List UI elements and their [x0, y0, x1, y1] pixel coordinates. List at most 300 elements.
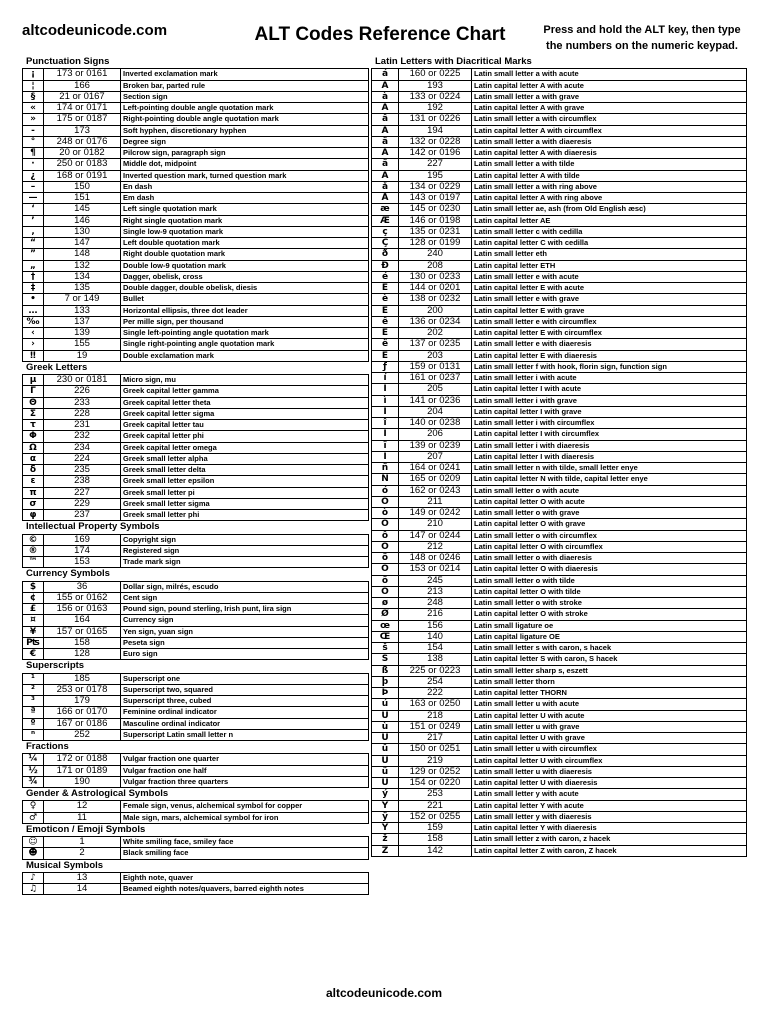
symbol-cell: á	[372, 69, 399, 80]
alt-code-cell: 13	[44, 872, 121, 883]
symbol-cell: €	[23, 649, 44, 660]
alt-code-cell: 136 or 0234	[399, 316, 472, 327]
description-cell: Greek capital letter sigma	[121, 408, 369, 419]
description-cell: Middle dot, midpoint	[121, 159, 369, 170]
description-cell: Bullet	[121, 294, 369, 305]
alt-code-cell: 146	[44, 215, 121, 226]
symbol-cell: ·	[23, 159, 44, 170]
description-cell: Latin small letter e with diaeresis	[472, 339, 747, 350]
table-row	[23, 684, 369, 695]
alt-code-cell: 145 or 0230	[399, 204, 472, 215]
symbol-cell: î	[372, 418, 399, 429]
alt-code-cell: 161 or 0237	[399, 373, 472, 384]
alt-code-cell: 218	[399, 710, 472, 721]
section-table-emoticon-emoji-symbols	[22, 836, 369, 860]
description-cell: Latin capital letter O with diaeresis	[472, 564, 747, 575]
symbol-cell: ☺	[23, 837, 44, 848]
table-row	[372, 789, 747, 800]
site-name-header: altcodeunicode.com	[22, 22, 168, 39]
table-row	[372, 260, 747, 271]
table-row	[372, 136, 747, 147]
alt-code-cell: 234	[44, 442, 121, 453]
alt-code-cell: 152 or 0255	[399, 811, 472, 822]
description-cell: Single left-pointing angle quotation mark	[121, 328, 369, 339]
alt-code-cell: 159 or 0131	[399, 361, 472, 372]
alt-code-cell: 20 or 0182	[44, 148, 121, 159]
description-cell: Latin capital letter A with acute	[472, 80, 747, 91]
table-row	[372, 586, 747, 597]
description-cell: Latin small letter a with tilde	[472, 159, 747, 170]
symbol-cell: ß	[372, 665, 399, 676]
description-cell: Female sign, venus, alchemical symbol for copper	[121, 801, 369, 812]
table-row	[23, 397, 369, 408]
table-row	[372, 496, 747, 507]
description-cell: Latin small letter c with cedilla	[472, 226, 747, 237]
alt-code-cell: 208	[399, 260, 472, 271]
symbol-cell: ¿	[23, 170, 44, 181]
alt-code-cell: 253	[399, 789, 472, 800]
alt-code-cell: 171 or 0189	[44, 765, 121, 776]
description-cell: Broken bar, parted rule	[121, 80, 369, 91]
table-row	[372, 766, 747, 777]
section-heading-currency-symbols: Currency Symbols	[26, 568, 110, 580]
symbol-cell: ‼	[23, 350, 44, 361]
table-row	[372, 609, 747, 620]
alt-code-cell: 134 or 0229	[399, 181, 472, 192]
description-cell: Latin small letter f with hook, florin sign, function sign	[472, 361, 747, 372]
symbol-cell: Ú	[372, 710, 399, 721]
table-row	[372, 429, 747, 440]
section-heading-punctuation-signs: Punctuation Signs	[26, 56, 110, 67]
table-row	[23, 453, 369, 464]
symbol-cell: ®	[23, 545, 44, 556]
alt-code-cell: 158	[44, 637, 121, 648]
description-cell: Latin small letter e with acute	[472, 271, 747, 282]
symbol-cell: ã	[372, 159, 399, 170]
symbol-cell: Ñ	[372, 474, 399, 485]
table-row	[372, 519, 747, 530]
symbol-cell: ç	[372, 226, 399, 237]
symbol-cell: ú	[372, 699, 399, 710]
description-cell: Trade mark sign	[121, 557, 369, 568]
description-cell: Latin small letter y with diaeresis	[472, 811, 747, 822]
table-row	[23, 181, 369, 192]
description-cell: Micro sign, mu	[121, 375, 369, 386]
table-row	[23, 193, 369, 204]
table-row	[23, 498, 369, 509]
instructions	[532, 22, 752, 54]
alt-code-cell: 163 or 0250	[399, 699, 472, 710]
section-table-latin-letters-with-diacritical-marks	[371, 68, 747, 857]
section-heading-musical-symbols: Musical Symbols	[26, 859, 104, 871]
description-cell: Superscript Latin small letter n	[121, 729, 369, 740]
alt-code-cell: 137	[44, 316, 121, 327]
alt-code-cell: 253 or 0178	[44, 684, 121, 695]
alt-code-cell: 202	[399, 328, 472, 339]
alt-code-cell: 156 or 0163	[44, 604, 121, 615]
description-cell: Latin small letter thorn	[472, 676, 747, 687]
description-cell: Latin capital ligature OE	[472, 631, 747, 642]
symbol-cell: ‚	[23, 226, 44, 237]
alt-code-cell: 230 or 0181	[44, 375, 121, 386]
alt-code-cell: 164	[44, 615, 121, 626]
section-heading-fractions: Fractions	[26, 741, 69, 752]
alt-code-cell: 166 or 0170	[44, 707, 121, 718]
table-row	[372, 598, 747, 609]
table-row	[372, 238, 747, 249]
table-row	[23, 431, 369, 442]
alt-code-cell: 132 or 0228	[399, 136, 472, 147]
alt-code-cell: 134	[44, 271, 121, 282]
alt-code-cell: 238	[44, 476, 121, 487]
description-cell: Cent sign	[121, 592, 369, 603]
description-cell: Single low-9 quotation mark	[121, 226, 369, 237]
alt-code-cell: 12	[44, 801, 121, 812]
alt-code-cell: 213	[399, 586, 472, 597]
alt-code-cell: 168 or 0191	[44, 170, 121, 181]
description-cell: Superscript two, squared	[121, 684, 369, 695]
symbol-cell: »	[23, 114, 44, 125]
table-row	[23, 215, 369, 226]
symbol-cell: ƒ	[372, 361, 399, 372]
symbol-cell: ’	[23, 215, 44, 226]
alt-code-cell: 240	[399, 249, 472, 260]
table-row	[372, 204, 747, 215]
description-cell: Latin small letter a with acute	[472, 69, 747, 80]
symbol-cell: ‹	[23, 328, 44, 339]
table-row	[372, 676, 747, 687]
symbol-cell: Ä	[372, 148, 399, 159]
symbol-cell: ⁿ	[23, 729, 44, 740]
description-cell: Latin small letter i with grave	[472, 395, 747, 406]
table-row	[23, 465, 369, 476]
symbol-cell: ³	[23, 696, 44, 707]
table-row	[23, 283, 369, 294]
description-cell: Soft hyphen, discretionary hyphen	[121, 125, 369, 136]
symbol-cell: ›	[23, 339, 44, 350]
symbol-cell: –	[23, 181, 44, 192]
symbol-cell: —	[23, 193, 44, 204]
table-row	[23, 305, 369, 316]
right-column	[371, 56, 747, 857]
table-row	[23, 328, 369, 339]
table-row	[372, 834, 747, 845]
alt-code-cell: 166	[44, 80, 121, 91]
description-cell: Latin small letter ae, ash (from Old English æsc)	[472, 204, 747, 215]
instructions-line-2: the numbers on the numeric keypad.	[546, 40, 738, 52]
table-row	[372, 294, 747, 305]
table-row	[372, 193, 747, 204]
symbol-cell: ‡	[23, 283, 44, 294]
description-cell: Latin capital letter U with diaeresis	[472, 778, 747, 789]
symbol-cell: °	[23, 136, 44, 147]
table-row	[23, 159, 369, 170]
symbol-cell: α	[23, 453, 44, 464]
alt-code-cell: 130	[44, 226, 121, 237]
description-cell: Latin capital letter O with stroke	[472, 609, 747, 620]
symbol-cell: Ž	[372, 845, 399, 856]
table-row	[23, 718, 369, 729]
description-cell: Latin small letter e with circumflex	[472, 316, 747, 327]
symbol-cell: Ω	[23, 442, 44, 453]
symbol-cell: Æ	[372, 215, 399, 226]
symbol-cell: º	[23, 718, 44, 729]
description-cell: Latin capital letter A with ring above	[472, 193, 747, 204]
symbol-cell: Á	[372, 80, 399, 91]
description-cell: Left-pointing double angle quotation mark	[121, 103, 369, 114]
description-cell: Latin small letter o with stroke	[472, 598, 747, 609]
table-row	[372, 800, 747, 811]
alt-code-cell: 7 or 149	[44, 294, 121, 305]
description-cell: Vulgar fraction three quarters	[121, 776, 369, 787]
symbol-cell: Û	[372, 755, 399, 766]
table-row	[23, 386, 369, 397]
table-row	[23, 260, 369, 271]
alt-code-cell: 141 or 0236	[399, 395, 472, 406]
symbol-cell: Γ	[23, 386, 44, 397]
table-row	[372, 316, 747, 327]
description-cell: Single right-pointing angle quotation mark	[121, 339, 369, 350]
description-cell: Greek capital letter gamma	[121, 386, 369, 397]
symbol-cell: ₧	[23, 637, 44, 648]
alt-code-cell: 142	[399, 845, 472, 856]
alt-code-cell: 133 or 0224	[399, 91, 472, 102]
symbol-cell: ”	[23, 249, 44, 260]
alt-code-cell: 148 or 0246	[399, 553, 472, 564]
alt-code-cell: 231	[44, 420, 121, 431]
table-row	[372, 148, 747, 159]
table-row	[372, 721, 747, 732]
alt-code-cell: 179	[44, 696, 121, 707]
table-row	[372, 744, 747, 755]
description-cell: Greek small letter delta	[121, 465, 369, 476]
table-row	[372, 170, 747, 181]
symbol-cell: ù	[372, 721, 399, 732]
symbol-cell: Ë	[372, 350, 399, 361]
table-row	[23, 837, 369, 848]
table-row	[23, 442, 369, 453]
table-row	[372, 620, 747, 631]
symbol-cell: Ý	[372, 800, 399, 811]
table-row	[23, 729, 369, 740]
alt-code-cell: 225 or 0223	[399, 665, 472, 676]
symbol-cell: þ	[372, 676, 399, 687]
table-row	[372, 159, 747, 170]
symbol-cell: å	[372, 181, 399, 192]
table-row	[372, 305, 747, 316]
description-cell: Latin capital letter AE	[472, 215, 747, 226]
description-cell: Latin small letter y with acute	[472, 789, 747, 800]
alt-code-cell: 156	[399, 620, 472, 631]
table-row	[23, 754, 369, 765]
symbol-cell: ©	[23, 534, 44, 545]
description-cell: White smiling face, smiley face	[121, 837, 369, 848]
table-row	[23, 615, 369, 626]
table-row	[23, 604, 369, 615]
table-row	[372, 114, 747, 125]
description-cell: Latin small ligature oe	[472, 620, 747, 631]
table-row	[372, 271, 747, 282]
description-cell: Latin capital letter I with acute	[472, 384, 747, 395]
description-cell: Beamed eighth notes/quavers, barred eighth notes	[121, 884, 369, 895]
symbol-cell: $	[23, 581, 44, 592]
alt-code-cell: 153	[44, 557, 121, 568]
symbol-cell: ê	[372, 316, 399, 327]
alt-code-cell: 173	[44, 125, 121, 136]
table-row	[23, 510, 369, 521]
alt-code-cell: 146 or 0198	[399, 215, 472, 226]
table-row	[372, 249, 747, 260]
alt-code-cell: 203	[399, 350, 472, 361]
table-row	[372, 373, 747, 384]
symbol-cell: Õ	[372, 586, 399, 597]
description-cell: Latin capital letter A with diaeresis	[472, 148, 747, 159]
symbol-cell: ¼	[23, 754, 44, 765]
description-cell: Em dash	[121, 193, 369, 204]
alt-code-cell: 194	[399, 125, 472, 136]
alt-code-cell: 211	[399, 496, 472, 507]
table-row	[372, 541, 747, 552]
symbol-cell: δ	[23, 465, 44, 476]
symbol-cell: π	[23, 487, 44, 498]
alt-code-cell: 148	[44, 249, 121, 260]
description-cell: Latin capital letter O with circumflex	[472, 541, 747, 552]
symbol-cell: Ç	[372, 238, 399, 249]
table-row	[372, 463, 747, 474]
alt-code-cell: 140	[399, 631, 472, 642]
symbol-cell: É	[372, 283, 399, 294]
table-row	[372, 80, 747, 91]
symbol-cell: “	[23, 238, 44, 249]
symbol-cell: Þ	[372, 688, 399, 699]
table-row	[23, 91, 369, 102]
alt-code-cell: 2	[44, 848, 121, 859]
symbol-cell: ¢	[23, 592, 44, 603]
table-row	[372, 69, 747, 80]
table-row	[23, 884, 369, 895]
symbol-cell: µ	[23, 375, 44, 386]
table-row	[23, 872, 369, 883]
symbol-cell: ¹	[23, 673, 44, 684]
symbol-cell: Σ	[23, 408, 44, 419]
alt-code-cell: 130 or 0233	[399, 271, 472, 282]
symbol-cell: Š	[372, 654, 399, 665]
description-cell: Latin capital letter Y with acute	[472, 800, 747, 811]
symbol-cell: …	[23, 305, 44, 316]
alt-code-cell: 175 or 0187	[44, 114, 121, 125]
alt-code-cell: 153 or 0214	[399, 564, 472, 575]
description-cell: Greek small letter pi	[121, 487, 369, 498]
section-heading-latin-letters-with-diacritical-marks: Latin Letters with Diacritical Marks	[375, 56, 532, 67]
description-cell: Latin small letter u with circumflex	[472, 744, 747, 755]
symbol-cell: φ	[23, 510, 44, 521]
symbol-cell: ♫	[23, 884, 44, 895]
symbol-cell: ¶	[23, 148, 44, 159]
description-cell: Double exclamation mark	[121, 350, 369, 361]
symbol-cell: Ð	[372, 260, 399, 271]
alt-code-cell: 140 or 0238	[399, 418, 472, 429]
table-row	[23, 696, 369, 707]
description-cell: Masculine ordinal indicator	[121, 718, 369, 729]
table-row	[23, 801, 369, 812]
description-cell: Latin capital letter E with diaeresis	[472, 350, 747, 361]
table-row	[372, 103, 747, 114]
alt-code-cell: 216	[399, 609, 472, 620]
table-row	[23, 545, 369, 556]
symbol-cell: Í	[372, 384, 399, 395]
table-row	[23, 557, 369, 568]
description-cell: Latin capital letter O with grave	[472, 519, 747, 530]
symbol-cell: τ	[23, 420, 44, 431]
symbol-cell: é	[372, 271, 399, 282]
description-cell: Latin capital letter U with grave	[472, 733, 747, 744]
table-row	[372, 688, 747, 699]
page-title: ALT Codes Reference Chart	[254, 24, 506, 45]
description-cell: Latin capital letter I with grave	[472, 406, 747, 417]
table-row	[23, 271, 369, 282]
symbol-cell: À	[372, 103, 399, 114]
description-cell: Latin capital letter E with circumflex	[472, 328, 747, 339]
table-row	[372, 631, 747, 642]
table-row	[23, 848, 369, 859]
description-cell: Latin capital letter Z with caron, Z hacek	[472, 845, 747, 856]
table-row	[23, 649, 369, 660]
table-row	[372, 508, 747, 519]
description-cell: Latin small letter i with circumflex	[472, 418, 747, 429]
alt-code-cell: 139	[44, 328, 121, 339]
description-cell: Latin capital letter E with acute	[472, 283, 747, 294]
site-name-footer: altcodeunicode.com	[325, 986, 443, 1000]
description-cell: Latin small letter i with acute	[472, 373, 747, 384]
symbol-cell: Ó	[372, 496, 399, 507]
table-row	[23, 339, 369, 350]
alt-code-cell: 207	[399, 451, 472, 462]
table-row	[372, 778, 747, 789]
symbol-cell: Ÿ	[372, 823, 399, 834]
symbol-cell: ♪	[23, 872, 44, 883]
table-row	[372, 406, 747, 417]
description-cell: Double low-9 quotation mark	[121, 260, 369, 271]
alt-code-cell: 160 or 0225	[399, 69, 472, 80]
description-cell: Black smiling face	[121, 848, 369, 859]
symbol-cell: σ	[23, 498, 44, 509]
symbol-cell: Ø	[372, 609, 399, 620]
symbol-cell: Î	[372, 429, 399, 440]
alt-code-cell: 185	[44, 673, 121, 684]
description-cell: Latin capital letter I with circumflex	[472, 429, 747, 440]
table-row	[23, 592, 369, 603]
table-row	[23, 294, 369, 305]
symbol-cell: ε	[23, 476, 44, 487]
description-cell: Latin small letter u with grave	[472, 721, 747, 732]
table-row	[23, 812, 369, 823]
description-cell: Inverted question mark, turned question mark	[121, 170, 369, 181]
symbol-cell: ¥	[23, 626, 44, 637]
table-row	[372, 361, 747, 372]
description-cell: Eighth note, quaver	[121, 872, 369, 883]
table-row	[372, 91, 747, 102]
description-cell: Latin small letter u with diaeresis	[472, 766, 747, 777]
description-cell: Latin small letter e with grave	[472, 294, 747, 305]
description-cell: Superscript one	[121, 673, 369, 684]
section-table-currency-symbols	[22, 581, 369, 661]
table-row	[23, 581, 369, 592]
alt-code-cell: 248	[399, 598, 472, 609]
alt-code-cell: 131 or 0226	[399, 114, 472, 125]
description-cell: Latin small letter o with grave	[472, 508, 747, 519]
alt-code-cell: 36	[44, 581, 121, 592]
alt-code-cell: 228	[44, 408, 121, 419]
